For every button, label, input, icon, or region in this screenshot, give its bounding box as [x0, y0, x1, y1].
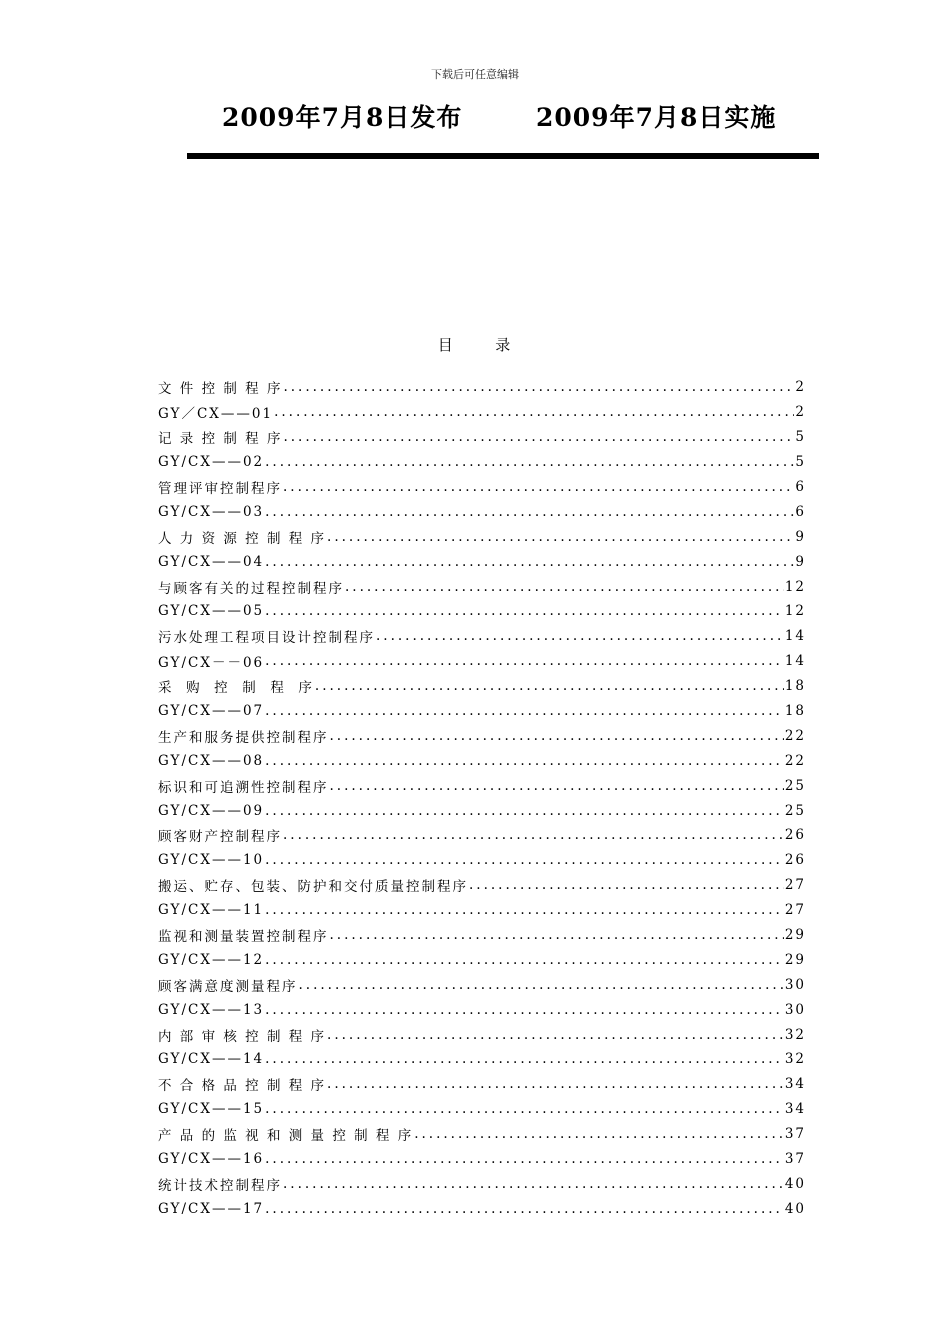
toc-entry-page: 26: [784, 852, 806, 869]
toc-entry-page: 25: [784, 777, 806, 794]
toc-entry[interactable]: [158, 798, 806, 823]
toc-dot-leader: [265, 703, 784, 719]
toc-dot-leader: [265, 902, 784, 918]
toc-entry-page: 30: [784, 1001, 806, 1018]
toc-entry-label: 生产和服务提供控制程序: [158, 729, 329, 746]
toc-entry[interactable]: [158, 1147, 806, 1172]
toc-entry-label: GY/CX——15: [158, 1101, 265, 1118]
toc-dot-leader: [274, 404, 794, 420]
toc-entry-page: 6: [795, 503, 806, 520]
toc-dot-leader: [265, 1002, 784, 1018]
toc-entry[interactable]: [158, 748, 806, 773]
toc-dot-leader: [327, 1076, 784, 1092]
toc-entry[interactable]: [158, 599, 806, 624]
toc-entry-page: 12: [784, 578, 806, 595]
toc-dot-leader: [469, 877, 784, 893]
toc-entry[interactable]: [158, 1196, 806, 1221]
toc-entry-label: GY/CX－－06: [158, 655, 265, 672]
table-of-contents: [158, 375, 806, 1221]
toc-dot-leader: [299, 977, 784, 993]
toc-entry-page: 5: [795, 454, 806, 471]
toc-dot-leader: [327, 1027, 784, 1043]
toc-entry[interactable]: [158, 400, 806, 425]
toc-entry-label: GY/CX——05: [158, 603, 265, 620]
toc-entry-page: 22: [784, 727, 806, 744]
toc-entry-page: 37: [784, 1151, 806, 1168]
toc-dot-leader: [345, 579, 784, 595]
toc-dot-leader: [265, 603, 784, 619]
toc-entry-label: GY/CX——14: [158, 1051, 265, 1068]
toc-dot-leader: [330, 778, 784, 794]
toc-entry-page: 6: [795, 479, 806, 495]
toc-entry-label: GY/CX——13: [158, 1001, 265, 1018]
toc-entry[interactable]: [158, 674, 806, 699]
toc-entry[interactable]: [158, 499, 806, 524]
toc-entry[interactable]: [158, 997, 806, 1022]
toc-entry-page: 40: [784, 1200, 806, 1217]
toc-entry-page: 32: [784, 1051, 806, 1068]
toc-dot-leader: [265, 1201, 784, 1217]
toc-entry-label: 人 力 资 源 控 制 程 序: [158, 530, 327, 547]
toc-dot-leader: [265, 852, 784, 868]
toc-entry[interactable]: [158, 773, 806, 798]
toc-entry[interactable]: [158, 873, 806, 898]
toc-entry-page: 14: [784, 653, 806, 670]
toc-entry-label: 管理评审控制程序: [158, 481, 282, 497]
toc-entry-label: GY/CX——07: [158, 703, 265, 720]
toc-entry[interactable]: [158, 1072, 806, 1097]
date-line: [222, 98, 822, 134]
toc-entry-page: 27: [784, 902, 806, 919]
toc-dot-leader: [283, 429, 794, 445]
toc-entry-label: 顾客满意度测量程序: [158, 978, 298, 995]
toc-entry-label: GY/CX——03: [158, 503, 265, 520]
toc-dot-leader: [265, 1101, 784, 1117]
toc-entry-page: 9: [795, 553, 806, 570]
toc-entry-label: 文 件 控 制 程 序: [158, 381, 283, 398]
toc-entry-label: GY/CX——04: [158, 553, 265, 570]
toc-entry[interactable]: [158, 1097, 806, 1122]
toc-dot-leader: [265, 1051, 784, 1067]
toc-entry[interactable]: [158, 1047, 806, 1072]
toc-entry-page: 29: [784, 927, 806, 944]
toc-entry-label: GY／CX——01: [158, 406, 274, 423]
toc-entry-page: 2: [795, 379, 806, 396]
toc-entry[interactable]: [158, 923, 806, 948]
toc-entry[interactable]: [158, 549, 806, 574]
toc-entry-page: 22: [784, 752, 806, 769]
toc-entry-label: 记 录 控 制 程 序: [158, 431, 283, 448]
toc-entry-page: 18: [784, 703, 806, 720]
toc-dot-leader: [327, 529, 794, 545]
toc-entry-label: GY/CX——12: [158, 951, 265, 968]
toc-entry-page: 30: [784, 976, 806, 993]
toc-dot-leader: [265, 454, 794, 470]
toc-dot-leader: [265, 952, 784, 968]
toc-entry-label: 统计技术控制程序: [158, 1177, 282, 1194]
toc-dot-leader: [265, 1151, 784, 1167]
toc-entry-label: 标识和可追溯性控制程序: [158, 779, 329, 796]
toc-entry-page: 34: [784, 1101, 806, 1118]
toc-dot-leader: [283, 1176, 784, 1192]
toc-entry-label: GY/CX——02: [158, 454, 265, 471]
toc-entry-page: 34: [784, 1076, 806, 1093]
toc-entry-page: 9: [795, 528, 806, 545]
toc-entry-label: 产 品 的 监 视 和 测 量 控 制 程 序: [158, 1128, 414, 1145]
toc-entry-page: 26: [784, 827, 806, 844]
toc-entry[interactable]: [158, 1022, 806, 1047]
title-divider: [187, 153, 819, 159]
toc-entry-label: 搬运、贮存、包装、防护和交付质量控制程序: [158, 879, 468, 896]
toc-entry[interactable]: [158, 947, 806, 972]
toc-entry-page: 14: [784, 628, 806, 645]
toc-entry[interactable]: [158, 972, 806, 997]
toc-entry-page: 37: [784, 1126, 806, 1143]
toc-entry[interactable]: [158, 898, 806, 923]
toc-entry[interactable]: [158, 524, 806, 549]
toc-entry[interactable]: [158, 848, 806, 873]
toc-dot-leader: [315, 678, 784, 694]
toc-entry-label: GY/CX——10: [158, 852, 265, 869]
toc-entry-page: 12: [784, 603, 806, 620]
toc-entry[interactable]: [158, 823, 806, 848]
toc-entry-label: 污水处理工程项目设计控制程序: [158, 630, 375, 647]
toc-entry[interactable]: [158, 699, 806, 724]
toc-entry-page: 18: [784, 678, 806, 695]
toc-dot-leader: [283, 479, 794, 495]
header-note: 下载后可任意编辑: [431, 68, 519, 81]
toc-title: 目 录: [437, 336, 513, 354]
toc-entry-label: 不 合 格 品 控 制 程 序: [158, 1078, 327, 1095]
toc-dot-leader: [265, 653, 784, 669]
toc-entry-label: GY/CX——16: [158, 1151, 265, 1168]
toc-entry-page: 29: [784, 951, 806, 968]
toc-dot-leader: [265, 753, 784, 769]
toc-entry-label: 顾客财产控制程序: [158, 829, 282, 846]
release-date: 2009年7月8日发布: [222, 103, 463, 132]
toc-entry[interactable]: [158, 574, 806, 599]
toc-dot-leader: [414, 1126, 784, 1142]
toc-entry-page: 2: [795, 404, 806, 421]
toc-entry[interactable]: [158, 450, 806, 475]
toc-entry-label: GY/CX——09: [158, 802, 265, 819]
toc-entry[interactable]: [158, 624, 806, 649]
toc-entry-label: 监视和测量装置控制程序: [158, 929, 329, 946]
toc-entry-page: 32: [784, 1026, 806, 1043]
toc-dot-leader: [265, 504, 794, 520]
toc-entry[interactable]: [158, 649, 806, 674]
toc-entry-page: 25: [784, 802, 806, 819]
effective-date: 2009年7月8日实施: [536, 103, 777, 132]
toc-dot-leader: [330, 728, 784, 744]
toc-dot-leader: [376, 628, 784, 644]
toc-entry-page: 27: [784, 877, 806, 894]
toc-dot-leader: [283, 379, 794, 395]
toc-entry-label: 采 购 控 制 程 序: [158, 680, 314, 697]
toc-entry-label: GY/CX——11: [158, 902, 265, 919]
toc-entry[interactable]: [158, 723, 806, 748]
toc-entry-page: 5: [795, 429, 806, 446]
toc-entry-label: 内 部 审 核 控 制 程 序: [158, 1028, 327, 1045]
toc-entry[interactable]: [158, 475, 806, 500]
toc-entry[interactable]: [158, 1172, 806, 1197]
toc-entry-label: GY/CX——17: [158, 1200, 265, 1217]
toc-dot-leader: [283, 827, 784, 843]
toc-entry[interactable]: [158, 425, 806, 450]
toc-entry[interactable]: [158, 375, 806, 400]
toc-entry-label: 与顾客有关的过程控制程序: [158, 580, 344, 597]
toc-entry[interactable]: [158, 1122, 806, 1147]
toc-entry-page: 40: [784, 1175, 806, 1192]
toc-dot-leader: [330, 927, 784, 943]
toc-dot-leader: [265, 803, 784, 819]
toc-dot-leader: [265, 554, 794, 570]
toc-entry-label: GY/CX——08: [158, 752, 265, 769]
